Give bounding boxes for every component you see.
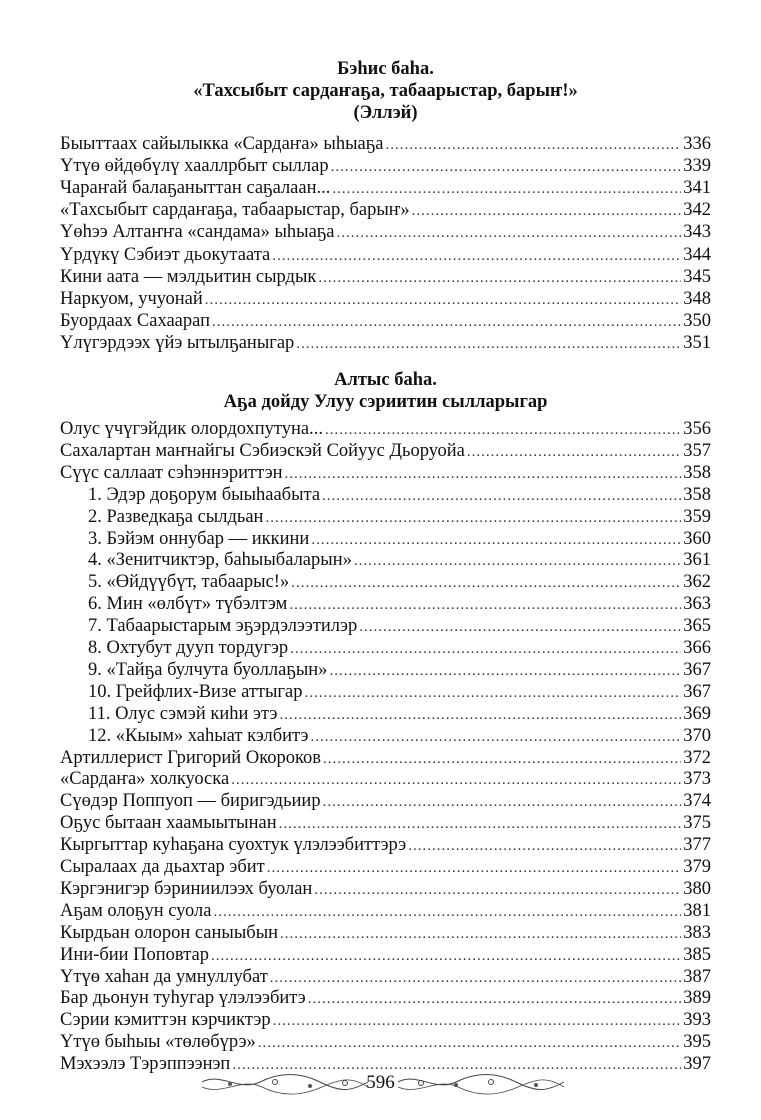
section-6-subtitle: Аҕа дойду Улуу сэриитин сылларыгар (223, 392, 548, 412)
toc-entry-title: Сахалартан маҥнайгы Сэбиэскэй Сойуус Дьоруойа (60, 440, 465, 461)
toc-entry-title: 1. Эдэр доҕорум быыhаабыта (88, 484, 321, 505)
toc-entry-title: Үтүө быhыы «төлөбүрэ» (60, 1032, 256, 1053)
toc-entry-title: Кини аата — мэлдьитин сырдык (60, 266, 317, 287)
dot-leader (289, 594, 681, 617)
toc-entry-title: 5. «Өйдүүбүт, табаарыс!» (88, 572, 290, 593)
toc-entry (88, 549, 711, 572)
toc-entry-title: Үлүгэрдээх үйэ ытылҕаныгар (60, 332, 295, 353)
toc-entry-page: 380 (683, 878, 711, 899)
toc-entry (60, 440, 711, 463)
toc-entry (88, 593, 711, 616)
toc-entry-title: Сүүс саллаат сэhэннэриттэн (60, 462, 283, 483)
toc-entry (88, 703, 711, 726)
toc-entry-title: Олус үчүгэйдик олордохпутуна... (60, 419, 324, 439)
toc-entry (60, 944, 711, 967)
dot-leader (231, 769, 681, 792)
toc-entry (60, 856, 711, 879)
toc-entry (88, 528, 711, 551)
toc-entry-page: 345 (683, 266, 711, 287)
toc-entry (88, 659, 711, 682)
toc-entry-title: 8. Охтубут дууп тордугэр (88, 638, 289, 658)
toc-entry (60, 310, 711, 333)
toc-entry-title: 3. Бэйэм оннубар — иккини (88, 528, 310, 549)
toc-entry (60, 790, 711, 813)
toc-entry-page: 389 (683, 988, 711, 1009)
toc-entry-page: 381 (683, 900, 711, 921)
dot-leader (308, 988, 682, 1011)
toc-entry-page: 343 (683, 222, 711, 243)
dot-leader (318, 267, 681, 290)
dot-leader (279, 704, 681, 727)
toc-entry-title: Сэрии кэмиттэн кэрчиктэр (60, 1010, 271, 1031)
dot-leader (304, 682, 681, 705)
toc-entry-title: 10. Грейфлих-Визе аттыгар (88, 681, 303, 702)
toc-entry (60, 987, 711, 1010)
toc-entry-title: Сыралаах да дьахтар эбит (60, 857, 265, 877)
toc-entry (60, 966, 711, 989)
toc-entry (88, 506, 711, 529)
toc-entry (88, 571, 711, 594)
toc-entry (88, 725, 711, 748)
toc-entry (60, 834, 711, 857)
dot-leader (359, 616, 681, 639)
toc-entry-title: Кыргыттар куhаҕана суохтук үлэлээбиттэрэ (60, 835, 407, 856)
dot-leader (285, 463, 682, 486)
toc-entry (88, 681, 711, 704)
toc-entry (60, 155, 711, 178)
toc-entry-page: 375 (683, 813, 711, 834)
toc-entry-title: Буордаах Сахаарап (60, 310, 211, 331)
toc-entry-page: 377 (683, 835, 711, 856)
toc-entry-page: 374 (683, 791, 711, 812)
toc-entry-title: Сүөдэр Поппуоп — биригэдьиир (60, 791, 321, 812)
dot-leader (323, 748, 681, 771)
dot-leader (385, 134, 681, 157)
toc-entry-page: 372 (683, 747, 711, 768)
dot-leader (314, 879, 681, 902)
toc-entry-title: «Тахсыбыт сардаҥаҕа, табаарыстар, барыҥ» (60, 200, 410, 221)
toc-entry-page: 363 (683, 594, 711, 615)
toc-entry-page: 344 (683, 244, 711, 265)
toc-entry (60, 288, 711, 311)
toc-entry-title: 11. Олус сэмэй киhи этэ (88, 703, 278, 724)
toc-entry (60, 812, 711, 835)
toc-entry-page: 342 (683, 200, 711, 221)
toc-entry-title: Быыттаах сайылыкка «Сардаҥа» ыhыаҕа (60, 134, 384, 154)
toc-entry-title: Мэхээлэ Тэрэппээнэп (60, 1054, 231, 1075)
toc-entry-page: 361 (683, 550, 711, 571)
toc-entry-page: 360 (683, 528, 711, 549)
toc-entry-page: 393 (683, 1010, 711, 1031)
toc-entry-page: 365 (683, 616, 711, 637)
toc-entry-page: 373 (683, 769, 711, 790)
toc-entry-page: 351 (683, 332, 711, 353)
toc-entry-page: 339 (683, 156, 711, 177)
section-5-subtitle: «Тахсыбыт сардаҥаҕа, табаарыстар, барыҥ!» (193, 81, 578, 101)
section-5-heading (60, 58, 711, 124)
toc-entry-page: 369 (683, 703, 711, 724)
toc-entry-title: Кэргэнигэр бэриниилээх буолан (60, 878, 313, 899)
section-6-heading (60, 369, 711, 413)
dot-leader (280, 923, 681, 946)
toc-entry-page: 350 (683, 310, 711, 331)
dot-leader (279, 813, 682, 836)
dot-leader (337, 222, 682, 245)
toc-entry (60, 266, 711, 289)
toc-entry (60, 199, 711, 222)
dot-leader (331, 156, 682, 179)
toc-entry (60, 177, 711, 200)
dot-leader (296, 333, 681, 356)
toc-entry-title: Кырдьан олорон саныыбын (60, 922, 279, 943)
toc-entry (88, 484, 711, 507)
dot-leader (323, 791, 682, 814)
dot-leader (267, 857, 681, 880)
dot-leader (272, 245, 681, 268)
toc-entry (60, 133, 711, 156)
toc-entry (60, 1031, 711, 1054)
toc-entry-page: 383 (683, 922, 711, 943)
toc-entry-title: 2. Разведкаҕа сылдьан (88, 506, 264, 527)
toc-entry (60, 462, 711, 485)
dot-leader (354, 550, 681, 573)
dot-leader (322, 485, 681, 508)
toc-entry-title: Үтүө өйдөбүлү хааллрбыт сыллар (60, 156, 329, 177)
toc-entry-title: Чараҥай балаҕаныттан саҕалаан... (60, 178, 331, 199)
toc-entry-title: 4. «Зенитчиктэр, баhыыбаларын» (88, 550, 352, 571)
toc-entry-title: Наркуом, учуонай (60, 288, 203, 309)
page-footer (0, 1068, 761, 1098)
toc-entry (88, 637, 711, 660)
toc-entry-page: 366 (683, 638, 711, 658)
dot-leader (325, 419, 681, 442)
toc-entry-page: 370 (683, 725, 711, 746)
dot-leader (408, 835, 681, 858)
toc-entry (60, 747, 711, 770)
toc-entry-title: Ини-бии Поповтар (60, 944, 209, 965)
toc-entry-title: 6. Мин «өлбүт» түбэлтэм (88, 594, 288, 615)
toc-entry (60, 418, 711, 441)
dot-leader (205, 289, 681, 312)
toc-entry-title: 9. «Тайҕа булчута буоллаҕын» (88, 659, 328, 680)
toc-entry-page: 362 (683, 572, 711, 593)
toc-entry-title: Үөhээ Алтаҥҥа «сандама» ыhыаҕа (60, 222, 335, 243)
toc-entry-page: 387 (683, 966, 711, 987)
toc-entry-title: «Сардаҥа» холкуоска (60, 769, 230, 790)
toc-entry-title: Үтүө хаhан да умнуллубат (60, 966, 268, 987)
section-6-title: Алтыс баhа. (334, 370, 437, 390)
dot-leader (212, 311, 681, 334)
dot-leader (270, 967, 681, 990)
toc-entry-page: 359 (683, 506, 711, 527)
toc-entry-page: 395 (683, 1032, 711, 1053)
dot-leader (291, 572, 681, 595)
toc-entry (60, 768, 711, 791)
toc-entry-page: 348 (683, 288, 711, 309)
toc-entry-page: 336 (683, 134, 711, 154)
dot-leader (332, 178, 681, 201)
dot-leader (258, 1032, 681, 1055)
toc-entry-title: Бар дьонун туhугар үлэлээбитэ (60, 988, 306, 1009)
toc-entry-title: 12. «Кыым» хаhыат кэлбитэ (88, 725, 309, 746)
toc-entry-page: 397 (683, 1054, 711, 1075)
toc-entry-title: Үрдүкү Сэбиэт дьокутаата (60, 244, 271, 265)
toc-entry (60, 221, 711, 244)
dot-leader (290, 638, 681, 661)
toc-entry (60, 332, 711, 355)
toc-entry-page: 379 (683, 857, 711, 877)
toc-entry (60, 244, 711, 267)
toc-entry (60, 900, 711, 923)
toc-entry-title: 7. Табаарыстарым эҕэрдэлээтилэр (88, 616, 358, 637)
dot-leader (211, 945, 681, 968)
toc-entry-title: Оҕус бытаан хаамыытынан (60, 813, 277, 834)
dot-leader (265, 507, 681, 530)
toc-entry-page: 367 (683, 659, 711, 680)
toc-entry (60, 878, 711, 901)
dot-leader (273, 1010, 682, 1033)
toc-entry-page: 356 (683, 419, 711, 439)
toc-entry-page: 358 (683, 484, 711, 505)
dot-leader (213, 901, 681, 924)
section-5-note: (Эллэй) (353, 103, 418, 123)
toc-entry-title: Артиллерист Григорий Окороков (60, 747, 322, 768)
toc-entry-title: Аҕам олоҕун суола (60, 900, 212, 921)
right-ornament-icon (396, 1068, 566, 1098)
toc-entry-page: 341 (683, 178, 711, 199)
page-number: 596 (366, 1072, 395, 1093)
toc-entry-page: 385 (683, 944, 711, 965)
toc-entry-page: 357 (683, 440, 711, 461)
dot-leader (311, 529, 681, 552)
dot-leader (467, 441, 681, 464)
dot-leader (329, 660, 681, 683)
toc-entry-page: 367 (683, 681, 711, 702)
dot-leader (412, 200, 682, 223)
toc-entry (60, 1009, 711, 1032)
toc-entry-page: 358 (683, 462, 711, 483)
toc-entry (60, 922, 711, 945)
section-5-title: Бэhис баhа. (337, 59, 434, 79)
toc-entry (88, 615, 711, 638)
dot-leader (311, 726, 682, 749)
